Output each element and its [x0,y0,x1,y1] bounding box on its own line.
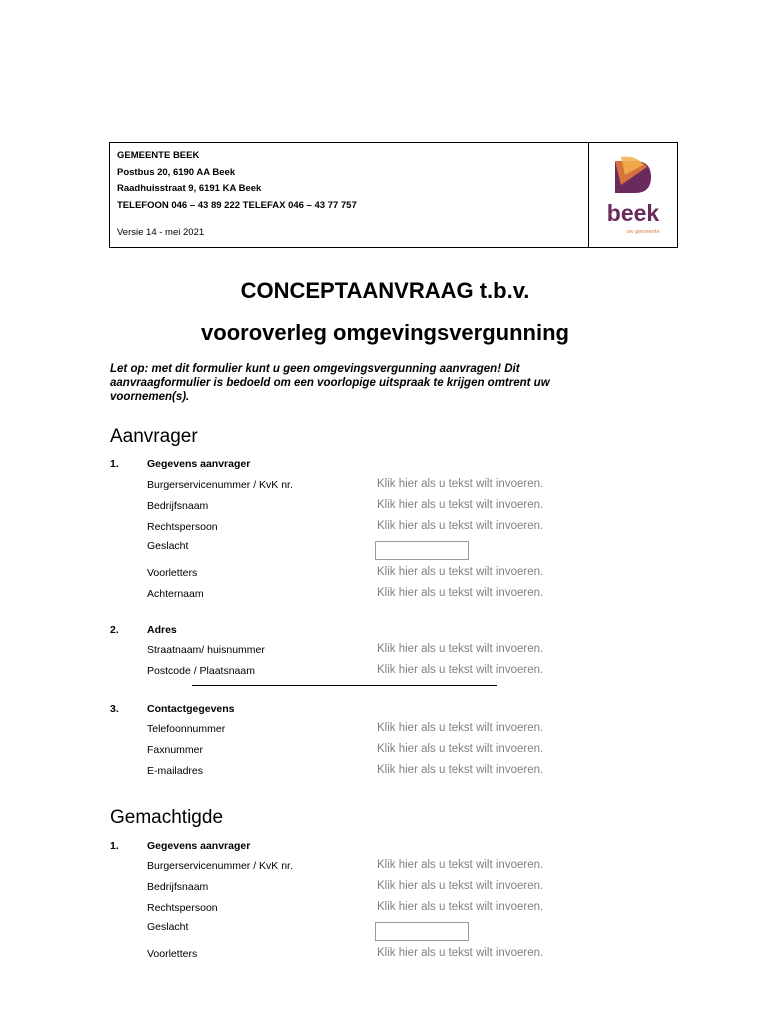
gemachtigde-voorletters-input[interactable]: Klik hier als u tekst wilt invoeren. [377,947,544,959]
telefoon-input[interactable]: Klik hier als u tekst wilt invoeren. [377,722,544,734]
field-label-geslacht: Geslacht [147,921,189,933]
rechtspersoon-input[interactable]: Klik hier als u tekst wilt invoeren. [377,520,544,532]
section-number: 1. [110,840,119,852]
field-label-telefoon: Telefoonnummer [147,723,226,735]
section-number: 2. [110,624,119,636]
letterhead [109,142,678,248]
section-number: 3. [110,703,119,715]
field-label-geslacht: Geslacht [147,540,189,552]
phone-fax: TELEFOON 046 – 43 89 222 TELEFAX 046 – 43 77 757 [117,199,357,211]
bedrijfsnaam-input[interactable]: Klik hier als u tekst wilt invoeren. [377,499,544,511]
field-label-achternaam: Achternaam [147,588,204,600]
field-label-bsn: Burgerservicenummer / KvK nr. [147,860,293,872]
gemachtigde-bsn-input[interactable]: Klik hier als u tekst wilt invoeren. [377,859,544,871]
form-subtitle: vooroverleg omgevingsvergunning [201,320,569,345]
field-label-bsn: Burgerservicenummer / KvK nr. [147,479,293,491]
gemachtigde-bedrijfsnaam-input[interactable]: Klik hier als u tekst wilt invoeren. [377,880,544,892]
postcode-input[interactable]: Klik hier als u tekst wilt invoeren. [377,664,544,676]
logo-cell [588,143,677,247]
field-label-voorletters: Voorletters [147,567,198,579]
fax-input[interactable]: Klik hier als u tekst wilt invoeren. [377,743,544,755]
subsection-title: Adres [147,624,177,636]
postal-address: Postbus 20, 6190 AA Beek [117,166,236,178]
logo-tagline: uw gemeente [626,229,660,235]
letterhead-address [110,143,588,247]
email-input[interactable]: Klik hier als u tekst wilt invoeren. [377,764,544,776]
field-label-rechtspersoon: Rechtspersoon [147,902,218,914]
divider [192,685,497,686]
municipality-name: GEMEENTE BEEK [117,150,200,161]
field-label-postcode: Postcode / Plaatsnaam [147,665,255,677]
field-label-bedrijfsnaam: Bedrijfsnaam [147,881,209,893]
voorletters-input[interactable]: Klik hier als u tekst wilt invoeren. [377,566,544,578]
straatnaam-input[interactable]: Klik hier als u tekst wilt invoeren. [377,643,544,655]
subsection-title: Gegevens aanvrager [147,458,251,470]
section-title-gemachtigde: Gemachtigde [110,807,224,828]
geslacht-select[interactable] [375,541,469,560]
bsn-input[interactable]: Klik hier als u tekst wilt invoeren. [377,478,544,490]
section-title-aanvrager: Aanvrager [110,426,198,447]
section-number: 1. [110,458,119,470]
logo-wordmark: beek [606,200,660,226]
beek-logo-icon [591,149,675,241]
subsection-title: Contactgegevens [147,703,235,715]
gemachtigde-rechtspersoon-input[interactable]: Klik hier als u tekst wilt invoeren. [377,901,544,913]
gemachtigde-geslacht-select[interactable] [375,922,469,941]
field-label-straatnaam: Straatnaam/ huisnummer [147,644,265,656]
visit-address: Raadhuisstraat 9, 6191 KA Beek [117,183,262,194]
field-label-bedrijfsnaam: Bedrijfsnaam [147,500,209,512]
form-title: CONCEPTAANVRAAG t.b.v. [240,278,530,303]
field-label-voorletters: Voorletters [147,948,198,960]
field-label-fax: Faxnummer [147,744,204,756]
field-label-rechtspersoon: Rechtspersoon [147,521,218,533]
subsection-title: Gegevens aanvrager [147,840,251,852]
version-label: Versie 14 - mei 2021 [117,227,205,238]
field-label-email: E-mailadres [147,765,204,777]
warning-note: Let op: met dit formulier kunt u geen omgevingsvergunning aanvragen! Dit aanvraagformulier is bedoeld om een voorlopige uitspraak te krijgen omtrent uw voornemen(s). [110,363,550,403]
achternaam-input[interactable]: Klik hier als u tekst wilt invoeren. [377,587,544,599]
